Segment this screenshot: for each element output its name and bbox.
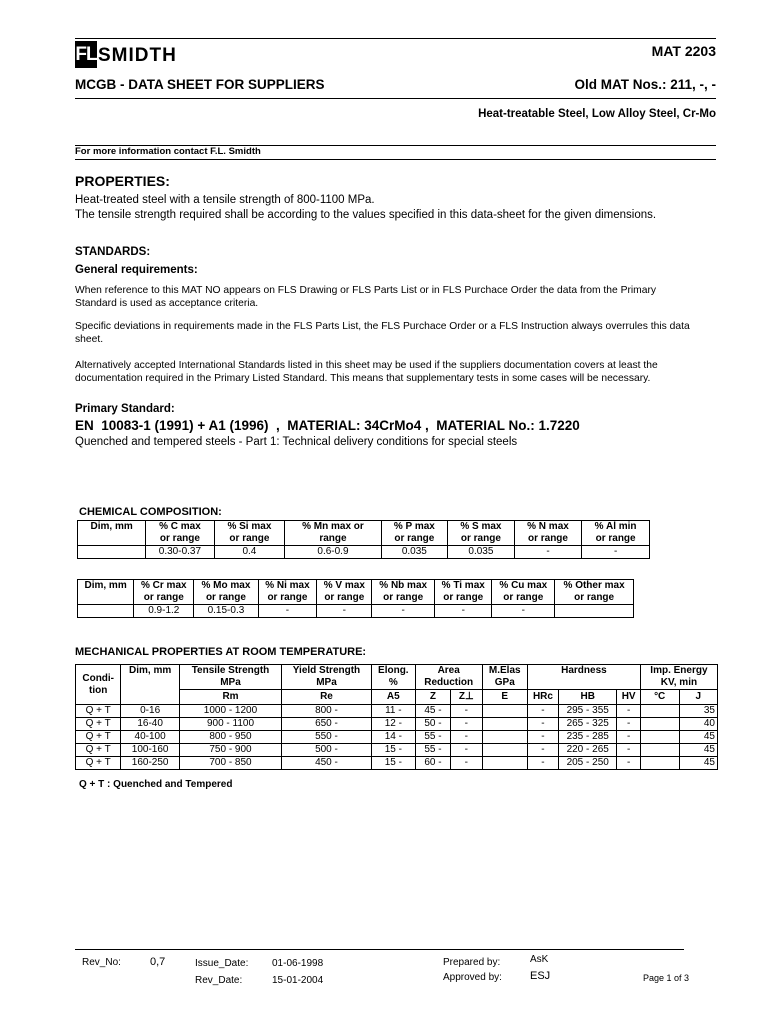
mech-cell: 800 - (282, 705, 372, 718)
header-impact-energy (640, 665, 717, 690)
logo-text: SMIDTH (98, 45, 177, 66)
mech-cell: 45 - (415, 705, 450, 718)
approved-label: Approved by: (443, 972, 502, 983)
mech-cell (640, 731, 679, 744)
mech-table-row (76, 744, 718, 757)
material-subtitle: Heat-treatable Steel, Low Alloy Steel, Cr-Mo (478, 108, 716, 120)
chem1-header-cell-line: % N max (527, 521, 569, 532)
primary-standard-heading: Primary Standard: (75, 403, 175, 415)
header-yield (282, 665, 372, 690)
chem2-header-cell-line: % Cr max (141, 580, 187, 591)
mech-cell: 235 - 285 (558, 731, 617, 744)
chem1-header-cell-line: or range (394, 533, 435, 544)
chem1-value-cell: - (514, 546, 581, 559)
chem2-value-cell: 0.15-0.3 (194, 605, 258, 618)
mech-cell: Q + T (76, 744, 121, 757)
chem2-header-cell-line: or range (267, 592, 308, 603)
mech-subheader-cell: Z⊥ (451, 690, 482, 705)
chem1-header-cell-line: or range (595, 533, 636, 544)
header-dim: Dim, mm (121, 665, 179, 705)
mech-cell: 750 - 900 (179, 744, 281, 757)
chem1-header-cell (381, 521, 447, 546)
header-condition-line: Condi- (82, 672, 115, 684)
mechanical-table (75, 664, 718, 770)
header-area-reduction-line: Reduction (424, 677, 474, 688)
mech-cell: 55 - (415, 731, 450, 744)
chem1-header-cell (285, 521, 381, 546)
mech-cell: 40 (679, 718, 718, 731)
chem2-header-cell (492, 580, 555, 605)
mech-cell: 450 - (282, 757, 372, 770)
mat-number: MAT 2203 (651, 43, 716, 59)
mech-subheader-cell: E (482, 690, 527, 705)
header-condition (76, 665, 121, 705)
mech-cell: - (527, 744, 558, 757)
mech-subheader-cell: Z (415, 690, 450, 705)
chem2-header-cell-line: Dim, mm (84, 580, 127, 591)
chem2-header-cell (435, 580, 492, 605)
header-modulus-line: M.Elas (488, 665, 521, 676)
standards-heading: STANDARDS: (75, 246, 151, 258)
mech-cell: 16-40 (121, 718, 179, 731)
mech-cell: - (527, 705, 558, 718)
chem2-header-cell (194, 580, 258, 605)
chem2-value-cell: - (317, 605, 372, 618)
mech-cell (640, 718, 679, 731)
chem1-header-cell (514, 521, 581, 546)
chem2-header-cell-line: % Cu max (499, 580, 548, 591)
header-elong-line: Elong. (378, 665, 409, 676)
rev-no-label: Rev_No: (82, 957, 121, 968)
logo-mark: FL (75, 41, 97, 68)
rule-2 (75, 98, 716, 99)
mech-cell: 265 - 325 (558, 718, 617, 731)
mech-cell (482, 731, 527, 744)
chem2-header-cell-line: % Mo max (201, 580, 251, 591)
header-impact-energy-line: KV, min (660, 677, 698, 688)
mech-cell (482, 718, 527, 731)
mech-subheader-cell: Re (282, 690, 372, 705)
chem1-header-cell-line: % Al min (594, 521, 637, 532)
chem2-header-row (78, 580, 634, 605)
document-title: MCGB - DATA SHEET FOR SUPPLIERS (75, 77, 325, 92)
general-para-3: Alternatively accepted International Standards listed in this sheet may be used if the suppliers documentation covers at least the documentation required in the Primary Listed Standard. This means that supplementary tests in some cases will be necessary. (75, 360, 658, 384)
chem1-header-cell-line: % Si max (227, 521, 272, 532)
mech-cell (640, 744, 679, 757)
chem1-header-cell-line: range (319, 533, 347, 544)
header-tensile-line: Tensile Strength (191, 665, 270, 676)
properties-heading: PROPERTIES: (75, 173, 170, 189)
prepared-by: AsK (530, 954, 549, 965)
chem2-header-cell-line: % Nb max (379, 580, 428, 591)
mech-cell: - (451, 744, 482, 757)
mech-table-row (76, 757, 718, 770)
general-para-1: When reference to this MAT NO appears on FLS Drawing or FLS Parts List or in FLS Purchace Order the data from the Primary Standard is used as acceptance criteria. (75, 285, 657, 309)
mech-subheader-cell: HRc (527, 690, 558, 705)
chem1-header-cell-line: or range (460, 533, 501, 544)
chem1-header-row (78, 521, 650, 546)
mech-cell: 0-16 (121, 705, 179, 718)
chem2-value-cell: - (372, 605, 435, 618)
mech-cell: 100-160 (121, 744, 179, 757)
rev-date: 15-01-2004 (272, 975, 324, 986)
mech-cell: - (527, 718, 558, 731)
header-hardness: Hardness (527, 665, 640, 690)
mech-subheader-cell: °C (640, 690, 679, 705)
mech-subheader-cell: A5 (371, 690, 415, 705)
properties-line-2: The tensile strength required shall be according to the values specified in this data-sheet for the given dimensions. (75, 209, 657, 221)
chem1-header-cell-line: or range (159, 533, 200, 544)
mech-cell: 15 - (371, 744, 415, 757)
chem1-header-cell-line: or range (527, 533, 568, 544)
chemical-table-2 (77, 579, 634, 618)
mech-cell: 40-100 (121, 731, 179, 744)
chem2-header-cell (555, 580, 634, 605)
chem2-header-cell-line: % V max (323, 580, 365, 591)
rev-date-label: Rev_Date: (195, 975, 243, 986)
mech-cell (482, 757, 527, 770)
mech-subheader-cell: Rm (179, 690, 281, 705)
mech-cell: 160-250 (121, 757, 179, 770)
chem2-header-cell-line: or range (205, 592, 246, 603)
chem2-header-cell-line: or range (324, 592, 365, 603)
mech-cell: 295 - 355 (558, 705, 617, 718)
header-tensile (179, 665, 281, 690)
mech-cell: 12 - (371, 718, 415, 731)
mech-cell: - (617, 705, 640, 718)
approved-by: ESJ (530, 970, 551, 982)
primary-standard-description: Quenched and tempered steels - Part 1: Technical delivery conditions for special steels (75, 436, 518, 448)
footer-rule (75, 949, 684, 950)
mech-cell: 35 (679, 705, 718, 718)
header-elong-line: % (388, 677, 398, 688)
mech-cell: 50 - (415, 718, 450, 731)
chem2-header-cell-line: or range (574, 592, 615, 603)
chem2-value-cell: 0.9-1.2 (134, 605, 194, 618)
chem2-header-cell-line: % Ti max (441, 580, 485, 591)
chem1-header-cell-line: Dim, mm (90, 521, 133, 532)
mech-cell: 55 - (415, 744, 450, 757)
prepared-label: Prepared by: (443, 957, 501, 968)
mech-cell: 220 - 265 (558, 744, 617, 757)
header-yield-line: MPa (316, 677, 337, 688)
chem2-value-cell: - (435, 605, 492, 618)
chem1-value-cell (78, 546, 146, 559)
chem1-value-cell: 0.035 (381, 546, 447, 559)
mech-cell: - (617, 757, 640, 770)
header-yield-line: Yield Strength (292, 665, 361, 676)
issue-date: 01-06-1998 (272, 958, 324, 969)
primary-standard-line: EN 10083-1 (1991) + A1 (1996) , MATERIAL: 34CrMo4 , MATERIAL No.: 1.7220 (75, 418, 580, 433)
mech-cell: - (527, 731, 558, 744)
mech-cell (482, 744, 527, 757)
mech-cell: - (617, 731, 640, 744)
mech-cell (640, 705, 679, 718)
chem2-header-cell-line: or range (503, 592, 544, 603)
header-area-reduction (415, 665, 482, 690)
chem1-value-cell: 0.035 (448, 546, 515, 559)
header-tensile-line: MPa (220, 677, 241, 688)
mech-cell: 60 - (415, 757, 450, 770)
mech-cell: Q + T (76, 757, 121, 770)
mech-cell: 205 - 250 (558, 757, 617, 770)
mech-cell: - (451, 705, 482, 718)
chem1-value-row (78, 546, 650, 559)
mech-cell: - (527, 757, 558, 770)
mech-cell: Q + T (76, 731, 121, 744)
page-number: Page 1 of 3 (643, 973, 690, 983)
header-modulus (482, 665, 527, 690)
mech-cell: 14 - (371, 731, 415, 744)
chem1-value-cell: - (582, 546, 650, 559)
mechanical-note: Q + T : Quenched and Tempered (79, 779, 233, 790)
chem1-header-cell (146, 521, 214, 546)
chem2-header-cell-line: % Ni max (265, 580, 310, 591)
mech-header-row-1 (76, 665, 718, 690)
mech-cell (640, 757, 679, 770)
mech-subheader-cell: HB (558, 690, 617, 705)
chem2-value-row (78, 605, 634, 618)
mech-cell: 550 - (282, 731, 372, 744)
mech-cell: 45 (679, 744, 718, 757)
chem1-value-cell: 0.4 (214, 546, 285, 559)
properties-text (75, 193, 675, 223)
chem1-header-cell-line: or range (229, 533, 270, 544)
mech-subheader-cell: HV (617, 690, 640, 705)
chem2-header-cell-line: or range (143, 592, 184, 603)
chem2-header-cell (317, 580, 372, 605)
mech-cell: 800 - 950 (179, 731, 281, 744)
chem1-header-cell (448, 521, 515, 546)
rev-no: 0,7 (150, 956, 166, 968)
chem2-header-cell (258, 580, 317, 605)
chem2-value-cell (555, 605, 634, 618)
mech-table-row (76, 718, 718, 731)
mech-cell: - (617, 744, 640, 757)
chem1-header-cell-line: % C max (159, 521, 201, 532)
header-modulus-line: GPa (494, 677, 515, 688)
chem1-header-cell-line: % Mn max or (302, 521, 364, 532)
header-area-reduction-line: Area (437, 665, 460, 676)
chemical-table-1 (77, 520, 650, 559)
mechanical-heading: MECHANICAL PROPERTIES AT ROOM TEMPERATURE: (75, 646, 367, 658)
mech-cell: 45 (679, 757, 718, 770)
issue-date-label: Issue_Date: (195, 958, 249, 969)
header-impact-energy-line: Imp. Energy (650, 665, 708, 676)
chem2-header-cell (372, 580, 435, 605)
header-elong (371, 665, 415, 690)
chem1-header-cell-line: % S max (460, 521, 502, 532)
contact-line: For more information contact F.L. Smidth (75, 146, 261, 157)
old-mat-numbers: Old MAT Nos.: 211, -, - (574, 77, 716, 92)
chem2-header-cell-line: % Other max (563, 580, 625, 591)
chem2-value-cell: - (492, 605, 555, 618)
mech-cell: Q + T (76, 718, 121, 731)
properties-line-1: Heat-treated steel with a tensile strength of 800-1100 MPa. (75, 194, 375, 206)
mech-cell: Q + T (76, 705, 121, 718)
mech-cell: - (451, 731, 482, 744)
general-requirements-heading: General requirements: (75, 264, 198, 276)
mech-cell: 11 - (371, 705, 415, 718)
general-para-2: Specific deviations in requirements made in the FLS Parts List, the FLS Purchace Order or a FLS Instruction always overrules this data sheet. (75, 321, 690, 345)
mech-cell: 45 (679, 731, 718, 744)
mech-cell: 650 - (282, 718, 372, 731)
chem1-value-cell: 0.30-0.37 (146, 546, 214, 559)
chem1-header-cell (78, 521, 146, 546)
chem1-header-cell (582, 521, 650, 546)
chem2-header-cell (134, 580, 194, 605)
mech-cell: 500 - (282, 744, 372, 757)
mech-cell: 15 - (371, 757, 415, 770)
top-rule (75, 38, 716, 39)
chem2-header-cell-line: or range (443, 592, 484, 603)
chem1-value-cell: 0.6-0.9 (285, 546, 381, 559)
chem2-value-cell (78, 605, 134, 618)
mech-cell: 700 - 850 (179, 757, 281, 770)
mech-cell: - (451, 757, 482, 770)
mech-cell: - (617, 718, 640, 731)
mech-subheader-cell: J (679, 690, 718, 705)
chem1-header-cell-line: % P max (393, 521, 435, 532)
chem1-header-cell (214, 521, 285, 546)
chem2-value-cell: - (258, 605, 317, 618)
mech-cell (482, 705, 527, 718)
chem2-header-cell (78, 580, 134, 605)
chem2-header-cell-line: or range (383, 592, 424, 603)
mech-cell: 1000 - 1200 (179, 705, 281, 718)
header-condition-line: tion (89, 684, 108, 696)
mech-table-row (76, 731, 718, 744)
chemical-composition-heading: CHEMICAL COMPOSITION: (79, 506, 222, 518)
rule-4 (75, 159, 716, 160)
mech-cell: - (451, 718, 482, 731)
mech-table-row (76, 705, 718, 718)
mech-cell: 900 - 1100 (179, 718, 281, 731)
